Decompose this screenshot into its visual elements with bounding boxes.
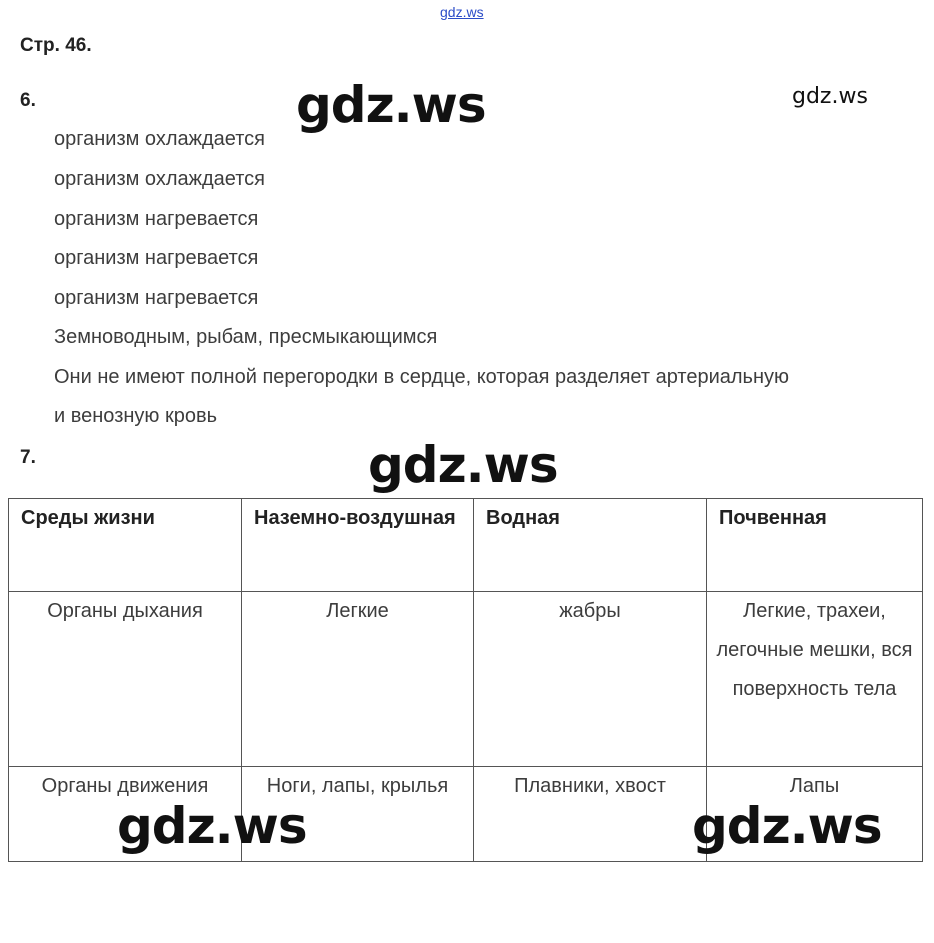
table-row <box>9 592 923 767</box>
task-6-number: 6. <box>20 90 36 111</box>
task-6-line: и венозную кровь <box>54 405 218 427</box>
table-header-cell: Почвенная <box>707 499 923 592</box>
watermark-logo: gdz.ws <box>792 84 868 109</box>
top-watermark-link[interactable]: gdz.ws <box>440 4 484 20</box>
task-6-line: организм охлаждается <box>54 168 266 190</box>
task-7-number: 7. <box>20 447 36 468</box>
watermark-logo: gdz.ws <box>692 797 882 855</box>
watermark-logo: gdz.ws <box>296 76 486 134</box>
page-label: Стр. 46. <box>20 35 92 56</box>
table-cell: Ноги, лапы, крылья <box>242 767 474 862</box>
watermark-logo: gdz.ws <box>117 797 307 855</box>
table-cell: Легкие <box>242 592 474 767</box>
table-header-cell: Среды жизни <box>9 499 242 592</box>
table-cell: Легкие, трахеи, легочные мешки, вся поверхность тела <box>707 592 923 767</box>
table-cell: Органы дыхания <box>9 592 242 767</box>
watermark-logo: gdz.ws <box>368 436 558 494</box>
table-header-row <box>9 499 923 592</box>
table-cell: Органы движения <box>9 767 242 862</box>
task-6-line: организм нагревается <box>54 287 259 309</box>
table-header-cell: Наземно-воздушная <box>242 499 474 592</box>
task-6-line: Земноводным, рыбам, пресмыкающимся <box>54 326 438 348</box>
table-cell: жабры <box>474 592 707 767</box>
table-header-cell: Водная <box>474 499 707 592</box>
task-6-line: организм охлаждается <box>54 128 266 150</box>
task-6-line: Они не имеют полной перегородки в сердце, которая разделяет артериальную <box>54 366 790 388</box>
table-cell: Плавники, хвост <box>474 767 707 862</box>
task-6-line: организм нагревается <box>54 247 259 269</box>
table-cell: Лапы <box>707 767 923 862</box>
task-6-line: организм нагревается <box>54 208 259 230</box>
